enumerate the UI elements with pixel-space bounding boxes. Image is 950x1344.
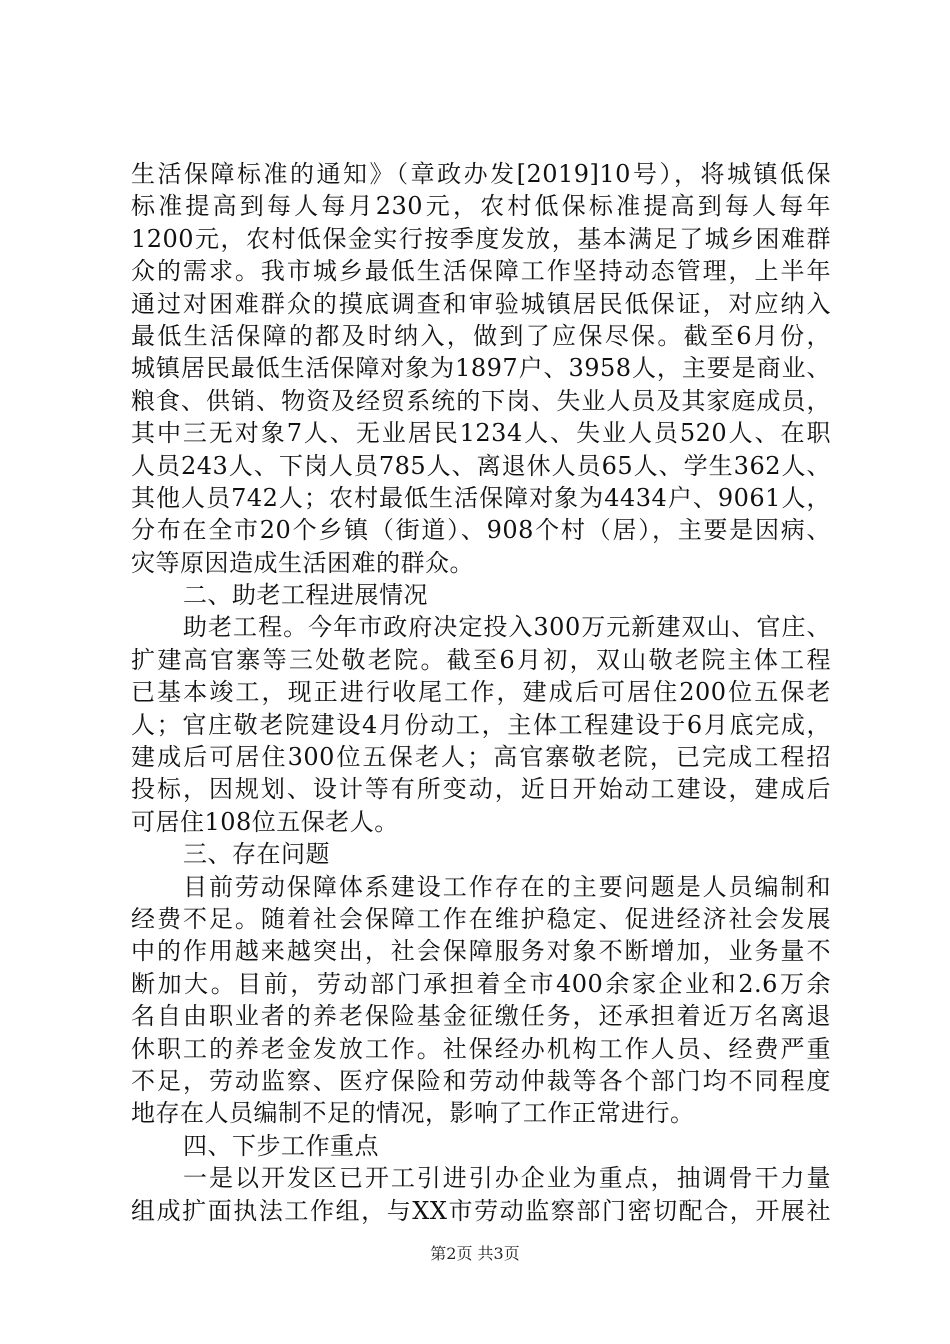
text-line: 分布在全市20个乡镇（街道）、908个村（居），主要是因病、 xyxy=(131,516,831,545)
text-line: 生活保障标准的通知》（章政办发[2019]10号），将城镇低保 xyxy=(131,160,831,188)
text-line: 投标，因规划、设计等有所变动，近日开始动工建设，建成后 xyxy=(131,775,831,804)
text-line: 灾等原因造成生活困难的群众。 xyxy=(131,548,474,577)
page-footer: 第2页 共3页 xyxy=(430,1244,520,1263)
text-line: 扩建高官寨等三处敬老院。截至6月初，双山敬老院主体工程 xyxy=(131,645,831,674)
text-line: 通过对困难群众的摸底调查和审验城镇居民低保证，对应纳入 xyxy=(131,289,831,318)
text-line: 断加大。目前，劳动部门承担着全市400余家企业和2.6万余 xyxy=(131,969,831,998)
text-line: 众的需求。我市城乡最低生活保障工作坚持动态管理，上半年 xyxy=(131,257,831,286)
text-line: 名自由职业者的养老保险基金征缴任务，还承担着近万名离退 xyxy=(131,1002,831,1031)
text-line: 休职工的养老金发放工作。社保经办机构工作人员、经费严重 xyxy=(131,1034,831,1063)
text-line: 三、存在问题 xyxy=(183,840,330,869)
text-line: 可居住108位五保老人。 xyxy=(131,807,399,836)
text-line: 一是以开发区已开工引进引办企业为重点，抽调骨干力量 xyxy=(183,1164,831,1193)
text-line: 四、下步工作重点 xyxy=(183,1131,379,1160)
text-line: 不足，劳动监察、医疗保险和劳动仲裁等各个部门均不同程度 xyxy=(131,1066,831,1095)
text-line: 粮食、供销、物资及经贸系统的下岗、失业人员及其家庭成员， xyxy=(131,386,831,415)
text-line: 已基本竣工，现正进行收尾工作，建成后可居住200位五保老 xyxy=(131,678,831,707)
text-line: 中的作用越来越突出，社会保障服务对象不断增加，业务量不 xyxy=(131,937,831,966)
text-line: 最低生活保障的都及时纳入，做到了应保尽保。截至6月份， xyxy=(131,321,831,350)
text-line: 目前劳动保障体系建设工作存在的主要问题是人员编制和 xyxy=(183,872,831,901)
text-line: 人员243人、下岗人员785人、离退休人员65人、学生362人、 xyxy=(131,451,831,480)
text-line: 二、助老工程进展情况 xyxy=(183,581,428,610)
text-line: 地存在人员编制不足的情况，影响了工作正常进行。 xyxy=(131,1099,695,1128)
text-line: 助老工程。今年市政府决定投入300万元新建双山、官庄、 xyxy=(183,613,831,642)
text-line: 其中三无对象7人、无业居民1234人、失业人员520人、在职 xyxy=(131,419,831,448)
text-line: 标准提高到每人每月230元，农村低保标准提高到每人每年 xyxy=(131,192,831,221)
text-line: 城镇居民最低生活保障对象为1897户、3958人，主要是商业、 xyxy=(131,354,831,383)
text-line: 人；官庄敬老院建设4月份动工，主体工程建设于6月底完成， xyxy=(131,710,831,739)
text-line: 经费不足。随着社会保障工作在维护稳定、促进经济社会发展 xyxy=(131,904,831,933)
text-line: 建成后可居住300位五保老人；高官寨敬老院，已完成工程招 xyxy=(131,743,831,772)
text-line: 其他人员742人；农村最低生活保障对象为4434户、9061人， xyxy=(131,483,831,512)
document-body xyxy=(131,158,831,1227)
text-line: 1200元，农村低保金实行按季度发放，基本满足了城乡困难群 xyxy=(131,224,831,253)
text-line: 组成扩面执法工作组，与XX市劳动监察部门密切配合，开展社 xyxy=(131,1196,831,1225)
